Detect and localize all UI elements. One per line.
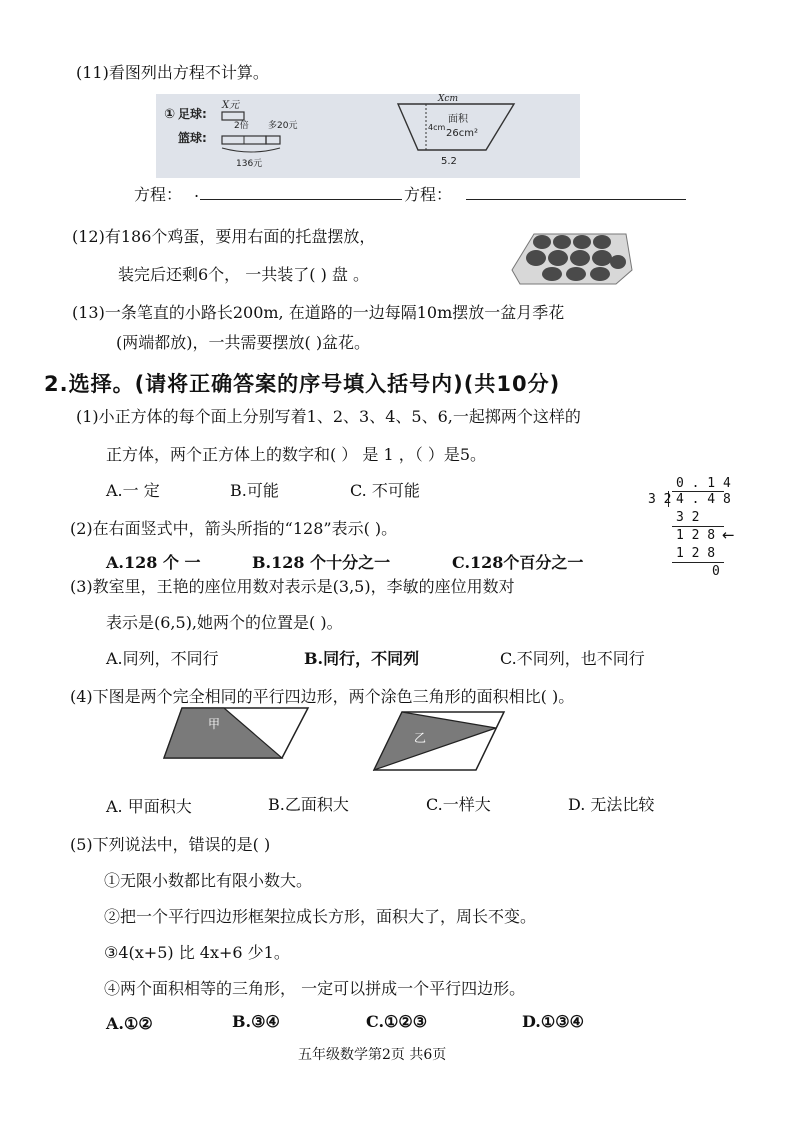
q12-line1: (12)有186个鸡蛋，要用右面的托盘摆放，: [72, 227, 376, 246]
c5-option-a[interactable]: A.①②: [106, 1014, 153, 1033]
c1-option-a[interactable]: A.一 定: [106, 481, 160, 500]
c5-option-b[interactable]: B.③④: [232, 1012, 280, 1031]
c3-option-c[interactable]: C.不同列，也不同行: [500, 649, 645, 668]
arrow-icon: ←: [722, 526, 735, 544]
egg-tray-image: [506, 218, 634, 288]
eq1-label: 方程：: [134, 185, 183, 204]
eq2-label: 方程：: [404, 185, 453, 204]
c1-line1: (1)小正方体的每个面上分别写着1、2、3、4、5、6,一起掷两个这样的: [76, 407, 581, 426]
fig-height-label: 4cm: [428, 123, 446, 132]
c5-statement-3: ③4(x+5) 比 4x+6 少1。: [104, 943, 290, 962]
q13-line2: (两端都放)，一共需要摆放( )盆花。: [116, 333, 371, 352]
c5-statement-2: ②把一个平行四边形框架拉成长方形，面积大了，周长不变。: [104, 907, 537, 926]
c5-statement-1: ①无限小数都比有限小数大。: [104, 871, 313, 890]
c5-option-c[interactable]: C.①②③: [366, 1012, 428, 1031]
division-row1: 3 2: [676, 510, 700, 525]
fig-marker: ①: [164, 107, 176, 122]
q13-line1: (13)一条笔直的小路长200m, 在道路的一边每隔10m摆放一盆月季花: [72, 303, 565, 322]
division-dividend: 4 . 4 8: [676, 492, 731, 507]
fig-football-label: 足球:: [178, 107, 207, 121]
division-divisor: 3 2: [648, 492, 672, 507]
fig-trapezoid: [398, 104, 514, 150]
section2-title: 2.选择。(请将正确答案的序号填入括号内)(共10分): [44, 372, 561, 396]
q11-figure-panel: [156, 94, 580, 178]
fig-area-label2: 26cm²: [446, 128, 478, 139]
c4-option-b[interactable]: B.乙面积大: [268, 795, 349, 814]
label-jia: 甲: [208, 717, 221, 731]
fig-football-price: X元: [222, 100, 240, 111]
c1-option-b[interactable]: B.可能: [230, 481, 279, 500]
c4-option-a[interactable]: A. 甲面积大: [106, 797, 192, 816]
fig-more-label: 多20元: [268, 121, 298, 131]
label-yi: 乙: [414, 731, 427, 745]
division-quotient: 0 . 1 4: [676, 476, 731, 491]
c3-option-a[interactable]: A.同列，不同行: [106, 649, 219, 668]
c4-line1: (4)下图是两个完全相同的平行四边形，两个涂色三角形的面积相比( )。: [70, 687, 575, 706]
c5-line1: (5)下列说法中，错误的是( ): [70, 835, 271, 854]
c4-option-c[interactable]: C.一样大: [426, 795, 491, 814]
c3-option-b[interactable]: B.同行，不同列: [304, 649, 420, 668]
eq1-dot: .: [194, 182, 200, 201]
division-row3: 1 2 8: [676, 546, 716, 561]
c3-line1: (3)教室里，王艳的座位用数对表示是(3,5)，李敏的座位用数对: [70, 577, 515, 596]
q11-figure-svg: [156, 94, 580, 178]
c4-option-d[interactable]: D. 无法比较: [568, 795, 655, 814]
c3-line2: 表示是(6,5),她两个的位置是( )。: [106, 613, 343, 632]
eq1-answer-line[interactable]: [200, 199, 402, 200]
c1-line2: 正方体，两个正方体上的数字和( ） 是 1 ，（ ）是5。: [106, 445, 487, 464]
parallelogram-yi: [372, 710, 506, 772]
fig-top-label: Xcm: [438, 94, 458, 104]
c5-statement-4: ④两个面积相等的三角形， 一定可以拼成一个平行四边形。: [104, 979, 526, 998]
c5-option-d[interactable]: D.①③④: [522, 1012, 584, 1031]
c2-option-c[interactable]: C.128个百分之一: [452, 553, 584, 572]
c2-line1: (2)在右面竖式中，箭头所指的“128”表示( )。: [70, 519, 398, 538]
c2-option-b[interactable]: B.128 个十分之一: [252, 553, 391, 572]
fig-times-label: 2倍: [234, 121, 249, 131]
division-row4: 0: [712, 564, 720, 579]
q11-title: (11)看图列出方程不计算。: [76, 63, 269, 82]
eq2-answer-line[interactable]: [466, 199, 686, 200]
q12-line2: 装完后还剩6个， 一共装了( ) 盘 。: [118, 265, 370, 284]
fig-area-label1: 面积: [448, 114, 468, 125]
parallelogram-jia: [162, 706, 312, 762]
fig-basketball-label: 篮球:: [178, 131, 207, 145]
fig-bottom-label: 5.2: [441, 156, 457, 167]
c2-option-a[interactable]: A.128 个 一: [106, 553, 201, 572]
division-row2: 1 2 8: [676, 528, 716, 543]
fig-total-label: 136元: [236, 159, 263, 169]
page-footer: 五年级数学第2页 共6页: [298, 1047, 447, 1063]
c1-option-c[interactable]: C. 不可能: [350, 481, 420, 500]
fig-football-bar: [222, 112, 244, 120]
